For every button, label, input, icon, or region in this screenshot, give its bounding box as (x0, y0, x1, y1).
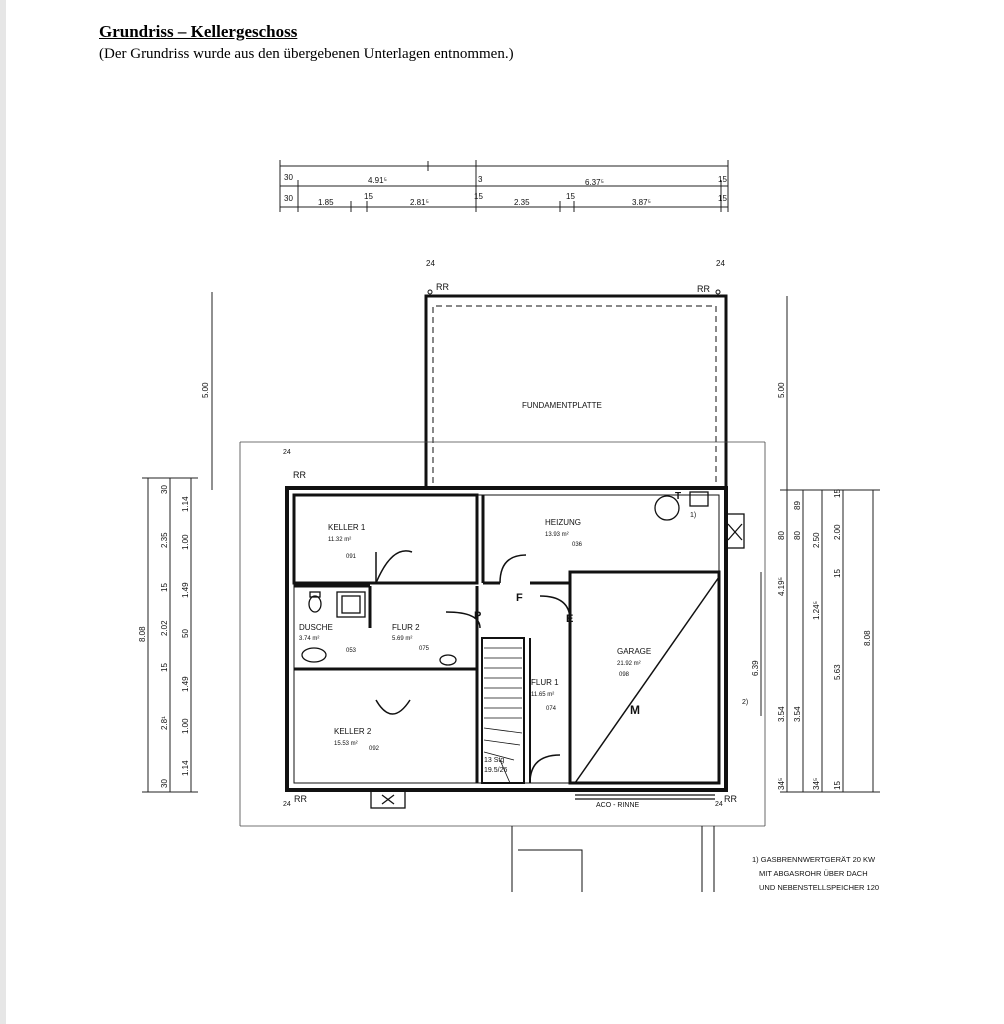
dim-left-b1: 1.00 (181, 534, 190, 550)
stairs-count: 13 Stg (484, 757, 505, 764)
stairs-size: 19.5/26 (484, 767, 508, 774)
dim-top2-7: 3.87⁵ (632, 198, 651, 207)
dim-left-b4: 1.49 (181, 676, 190, 692)
dim-left-b6: 1.14 (181, 760, 190, 776)
dim-top2-4: 15 (474, 192, 483, 201)
door-swings (376, 551, 570, 783)
page-title: Grundriss – Kellergeschoss (99, 22, 298, 41)
room-keller2-code: 092 (369, 746, 380, 752)
room-flur1-name: FLUR 1 (531, 678, 559, 687)
footnote-line3: UND NEBENSTELLSPEICHER 120 (759, 883, 880, 892)
dim-left-b0: 1.14 (181, 496, 190, 512)
dim-left-b5: 1.00 (181, 718, 190, 734)
dim-top-3: 6.37⁵ (585, 178, 604, 187)
symbol-e: E (566, 613, 574, 625)
room-dusche-name: DUSCHE (299, 623, 333, 632)
dim-top2-5: 2.35 (514, 198, 530, 207)
rr-label-lower-left: RR (294, 794, 307, 804)
room-flur1-area: 11.65 m² (531, 692, 555, 698)
dim-left-a6: 30 (160, 779, 169, 788)
symbol-p: P (474, 610, 482, 622)
footnote-line1: 1) GASBRENNWERTGERÄT 20 KW (752, 855, 876, 864)
dim-24-c: 24 (283, 449, 291, 456)
dim-left-b2: 1.49 (181, 582, 190, 598)
dim-top2-0: 30 (284, 194, 293, 203)
room-keller2-area: 15.53 m² (334, 741, 358, 747)
room-keller2-name: KELLER 2 (334, 727, 372, 736)
left-dimension-chains (142, 292, 212, 792)
dim-right-s0: 89 (793, 501, 802, 510)
dim-right-outer: 8.08 (863, 630, 872, 646)
dim-right-t4: 15 (833, 781, 842, 790)
room-flur2-area: 5.69 m² (392, 636, 413, 642)
dim-right-r2: 6.39 (751, 660, 760, 676)
rr-label-top-left: RR (436, 282, 449, 292)
dim-top2-3: 2.81⁵ (410, 198, 429, 207)
room-dusche-code: 053 (346, 648, 357, 654)
dim-top-4: 15 (718, 175, 727, 184)
aco-label: ACO - RINNE (596, 802, 640, 809)
symbol-f: F (516, 592, 523, 604)
dim-right-r4: 34⁵ (777, 777, 786, 790)
rr-marker (716, 290, 720, 294)
dim-left-a5: 2.8¹ (160, 716, 169, 730)
dim-top2-8: 15 (718, 194, 727, 203)
room-flur1-code: 074 (546, 706, 557, 712)
room-garage-code: 098 (619, 672, 630, 678)
room-heizung-name: HEIZUNG (545, 518, 581, 527)
dim-24-a: 24 (426, 259, 435, 268)
dim-right-t2: 15 (833, 569, 842, 578)
dim-left-a0: 30 (160, 485, 169, 494)
dim-right-r1: 4.19⁵ (777, 577, 786, 596)
room-garage-area: 21.92 m² (617, 661, 641, 667)
dim-right-upper: 5.00 (777, 382, 786, 398)
dim-top-0: 30 (284, 173, 293, 182)
room-heizung-area: 13.93 m² (545, 532, 569, 538)
room-flur2-code: 075 (419, 646, 430, 652)
dim-top-2: 3 (478, 175, 483, 184)
dim-right-r0: 80 (777, 531, 786, 540)
symbol-m: M (630, 703, 640, 717)
room-keller1-code: 091 (346, 554, 357, 560)
dim-right-s4: 3.54 (793, 706, 802, 722)
note-ref-2: 2) (742, 699, 749, 706)
dim-right-t0: 15 (833, 489, 842, 498)
dim-top2-2: 15 (364, 192, 373, 201)
room-dusche-area: 3.74 m² (299, 636, 320, 642)
room-flur2-name: FLUR 2 (392, 623, 420, 632)
room-heizung-code: 036 (572, 542, 583, 548)
room-garage-name: GARAGE (617, 647, 652, 656)
foundation-slab (426, 296, 726, 488)
dim-left-a2: 15 (160, 583, 169, 592)
terrain-lines (512, 826, 714, 892)
dim-left-a4: 15 (160, 663, 169, 672)
dim-top2-6: 15 (566, 192, 575, 201)
dim-right-t1: 2.00 (833, 524, 842, 540)
dim-right-s2: 2.50 (812, 532, 821, 548)
dim-right-s5: 34⁵ (812, 777, 821, 790)
top-dimension-chains (280, 160, 728, 212)
dim-left-a3: 2.02 (160, 620, 169, 636)
room-keller1-name: KELLER 1 (328, 523, 366, 532)
dim-left-a1: 2.35 (160, 532, 169, 548)
dim-right-s1: 80 (793, 531, 802, 540)
rr-label-lower-right: RR (724, 794, 737, 804)
dim-24-e: 24 (715, 801, 723, 808)
page-subtitle: (Der Grundriss wurde aus den übergebenen Unterlagen entnommen.) (99, 46, 514, 62)
dim-24-d: 24 (283, 801, 291, 808)
aco-rinne (575, 795, 715, 799)
rr-label-upper-left: RR (293, 470, 306, 480)
dim-left-outer: 8.08 (138, 626, 147, 642)
rr-marker (428, 290, 432, 294)
symbol-t: T (675, 491, 682, 502)
note-ref-heizung: 1) (690, 512, 697, 519)
room-keller1-area: 11.32 m² (328, 537, 352, 543)
rr-label-top-right: RR (697, 284, 710, 294)
foundation-label: FUNDAMENTPLATTE (522, 401, 602, 410)
dim-top2-1: 1.85 (318, 198, 334, 207)
dim-right-s3: 1.24⁵ (812, 601, 821, 620)
dim-left-upper: 5.00 (201, 382, 210, 398)
dim-right-t3: 5.63 (833, 664, 842, 680)
dim-right-r3: 3.54 (777, 706, 786, 722)
dim-left-b3: 50 (181, 629, 190, 638)
dim-24-b: 24 (716, 259, 725, 268)
dim-top-1: 4.91⁵ (368, 176, 387, 185)
footnote-line2: MIT ABGASROHR ÜBER DACH (759, 869, 868, 878)
